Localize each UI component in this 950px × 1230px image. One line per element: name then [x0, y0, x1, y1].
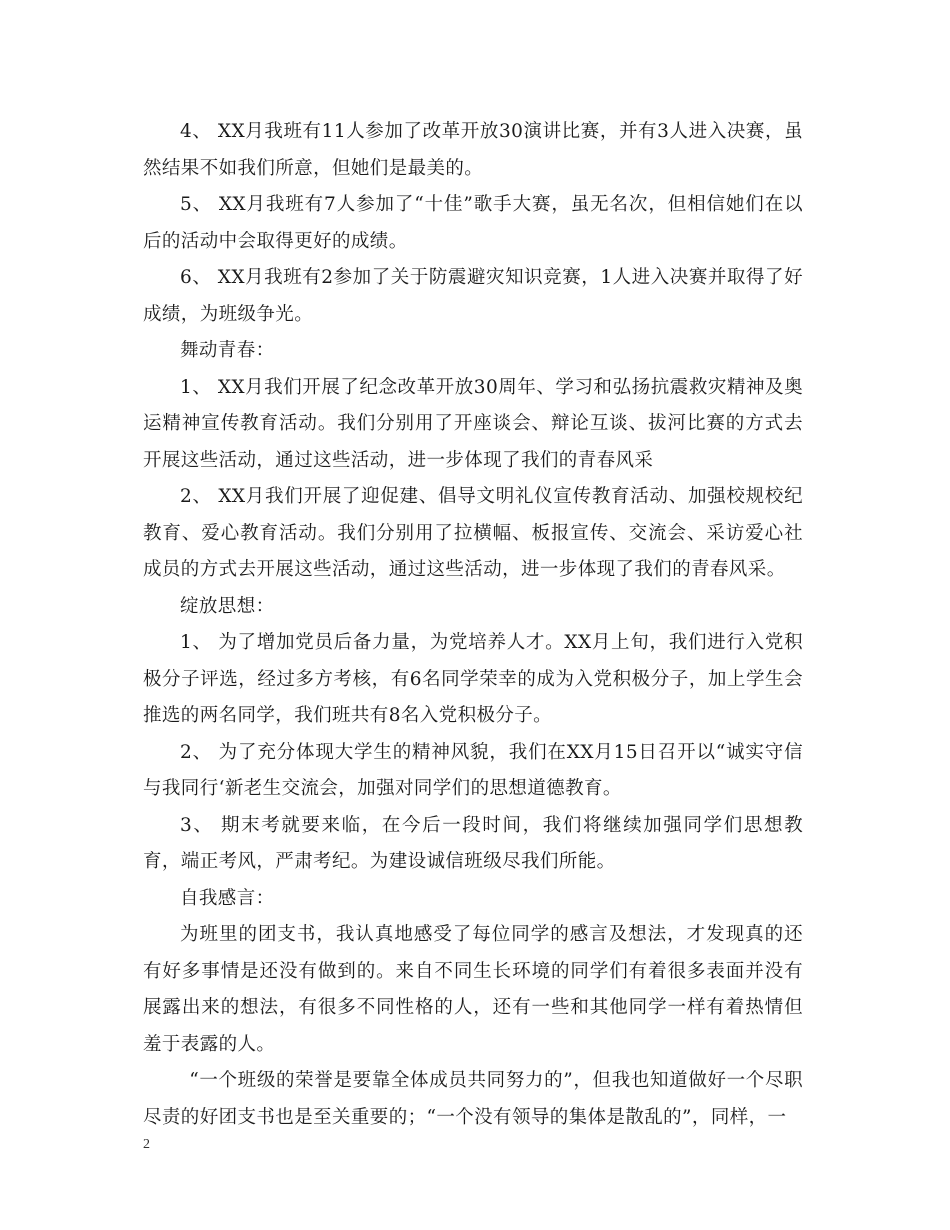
page-number: 2 — [143, 1137, 150, 1152]
document-body — [143, 114, 803, 1136]
section-heading-bloom-thought: 绽放思想： — [180, 595, 275, 617]
paragraph-dance-1: 1、 XX月我们开展了纪念改革开放30周年、学习和弘扬抗震救灾精神及奥运精神宣传教育活动。我们分别用了开座谈会、辩论互谈、拔河比赛的方式去开展这些活动，通过这些活动，进一步体现了我们的青春风采 — [143, 376, 803, 471]
section-heading-reflection: 自我感言： — [180, 887, 275, 909]
paragraph-thought-2: 2、 为了充分体现大学生的精神风貌，我们在XX月15日召开以“诚实守信与我同行‘新老生交流会，加强对同学们的思想道德教育。 — [143, 741, 803, 799]
paragraph-thought-1: 1、 为了增加党员后备力量，为党培养人才。XX月上旬，我们进行入党积极分子评选，经过多方考核，有6名同学荣幸的成为入党积极分子，加上学生会推选的两名同学，我们班共有8名入党积极分子。 — [143, 632, 803, 726]
paragraph-reflection-1: 为班里的团支书，我认真地感受了每位同学的感言及想法，才发现真的还有好多事情是还没有做到的。来自不同生长环境的同学们有着很多表面并没有展露出来的想法，有很多不同性格的人，还有一些和其他同学一样有着热情但羞于表露的人。 — [143, 924, 803, 1055]
paragraph-item-4: 4、 XX月我班有11人参加了改革开放30演讲比赛，并有3人进入决赛，虽然结果不如我们所意，但她们是最美的。 — [143, 121, 803, 179]
paragraph-item-6: 6、 XX月我班有2参加了关于防震避灾知识竞赛，1人进入决赛并取得了好成绩，为班级争光。 — [143, 267, 803, 325]
paragraph-reflection-2: “一个班级的荣誉是要靠全体成员共同努力的”，但我也知道做好一个尽职尽责的好团支书也是至关重要的；“一个没有领导的集体是散乱的”，同样，一 — [143, 1070, 803, 1128]
paragraph-item-5: 5、 XX月我班有7人参加了“十佳”歌手大赛，虽无名次，但相信她们在以后的活动中会取得更好的成绩。 — [143, 194, 803, 252]
paragraph-dance-2: 2、 XX月我们开展了迎促建、倡导文明礼仪宣传教育活动、加强校规校纪教育、爱心教育活动。我们分别用了拉横幅、板报宣传、交流会、采访爱心社成员的方式去开展这些活动，通过这些活动，进一步体现了我们的青春风采。 — [143, 486, 803, 580]
section-heading-dance-youth: 舞动青春： — [180, 340, 275, 361]
paragraph-thought-3: 3、 期末考就要来临，在今后一段时间，我们将继续加强同学们思想教育，端正考风，严肃考纪。为建设诚信班级尽我们所能。 — [143, 814, 803, 872]
